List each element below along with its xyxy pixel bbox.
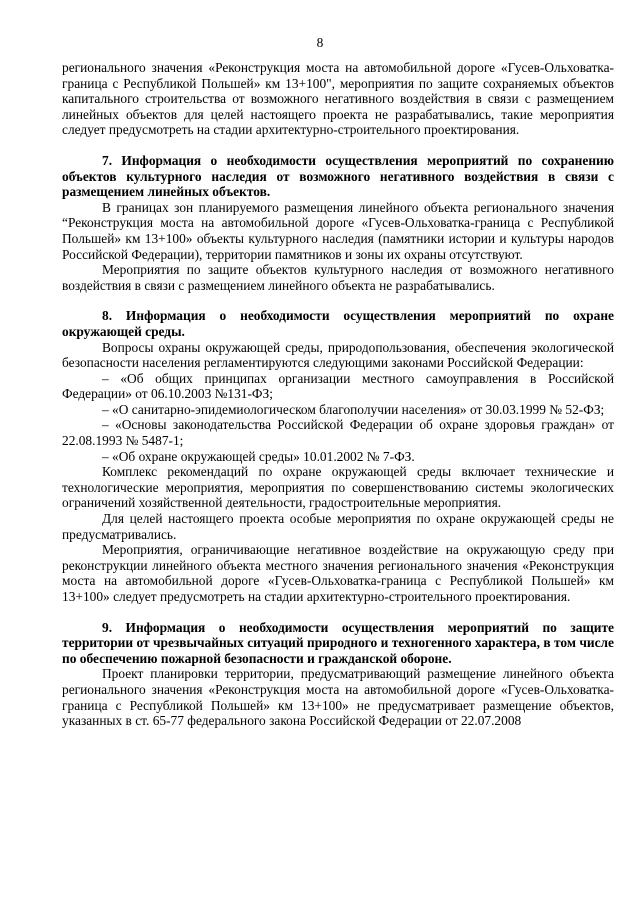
section-gap <box>62 605 614 620</box>
section-9-heading: 9. Информация о необходимости осуществления мероприятий по защите территории от чрезвычайных ситуаций природного и техногенного характера, в том числе по обеспечению пожарной безопасности и гражданской обороне. <box>62 619 614 666</box>
section-8-paragraph-4: Мероприятия, ограничивающие негативное воздействие на окружающую среду при реконструкции линейного объекта местного значения регионального значения «Реконструкция моста на автомобильной дороге «Гусев-Ольховатка-граница с Республикой Польшей» км 13+100» следует предусмотреть на стадии архитектурно-строительного проектирования. <box>62 542 614 604</box>
section-gap <box>62 293 614 308</box>
law-list-item: – «Об общих принципах организации местного самоуправления в Российской Федерации» от 06.10.2003 №131-ФЗ; <box>62 370 614 402</box>
document-body <box>62 60 614 729</box>
section-8-paragraph-3: Для целей настоящего проекта особые мероприятия по охране окружающей среды не предусматривались. <box>62 511 614 542</box>
section-7-paragraph-1: В границах зон планируемого размещения линейного объекта регионального значения “Реконструкция моста на автомобильной дороге «Гусев-Ольховатка-граница с Республикой Польшей» км 13+100» объекты культурного наследия (памятники истории и культуры народов Российской Федерации), территории памятников и зоны их охраны отсутствуют. <box>62 199 614 262</box>
section-7-heading: 7. Информация о необходимости осуществления мероприятий по сохранению объектов культурного наследия от возможного негативного воздействия в связи с размещением линейных объектов. <box>62 152 614 200</box>
intro-paragraph: регионального значения «Реконструкция моста на автомобильной дороге «Гусев-Ольховатка-граница с Республикой Польшей» км 13+100", мероприятия по защите сохраняемых объектов капитального строительства от возможного негативного воздействия в связи с размещением линейных объектов для целей настоящего проекта не разрабатывались, такие мероприятия следует предусмотреть на стадии архитектурно-строительного проектирования. <box>62 60 614 138</box>
section-gap <box>62 138 614 153</box>
section-8-heading: 8. Информация о необходимости осуществления мероприятий по охране окружающей среды. <box>62 308 614 339</box>
section-7-paragraph-2: Мероприятия по защите объектов культурного наследия от возможного негативного воздействия в связи с размещением линейного объекта не разрабатывались. <box>62 262 614 293</box>
section-9-paragraph-1: Проект планировки территории, предусматривающий размещение линейного объекта регионального значения «Реконструкция моста на автомобильной дороге «Гусев-Ольховатка-граница с Республикой Польшей» км 13+100» не предусматривает размещение объектов, указанных в ст. 65-77 федерального закона Российской Федерации от 22.07.2008 <box>62 666 614 729</box>
section-8-paragraph-1: Вопросы охраны окружающей среды, природопользования, обеспечения экологической безопасности населения регламентируются следующими законами Российской Федерации: <box>62 339 614 371</box>
law-list-item: – «Об охране окружающей среды» 10.01.2002 № 7-ФЗ. <box>102 448 415 464</box>
section-8-paragraph-2: Комплекс рекомендаций по охране окружающей среды включает технические и технологические мероприятия, мероприятия по совершенствованию системы экологических ограничений хозяйственной деятельности, градостроительные мероприятия. <box>62 464 614 511</box>
page-number: 8 <box>316 35 324 50</box>
law-list-item: – «Основы законодательства Российской Федерации об охране здоровья граждан» от 22.08.1993 № 5487-1; <box>62 417 614 449</box>
law-list-item: – «О санитарно-эпидемиологическом благополучии населения» от 30.03.1999 № 52-ФЗ; <box>102 401 605 417</box>
